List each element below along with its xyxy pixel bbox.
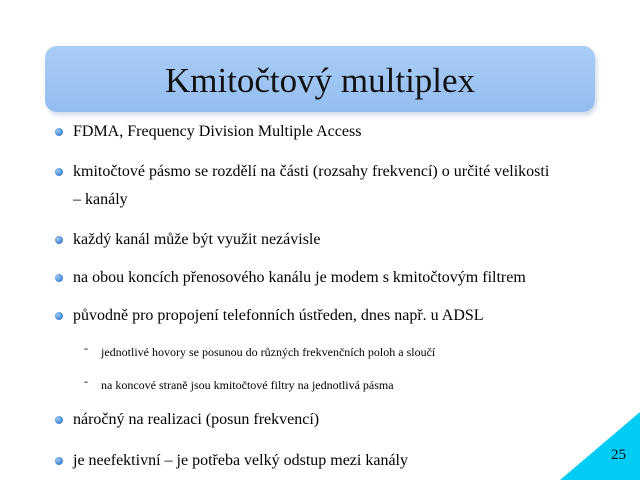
slide-title: Kmitočtový multiplex — [164, 60, 476, 100]
sub-bullet-text: na koncové straně jsou kmitočtové filtry na jednotlivá pásma — [101, 378, 394, 392]
bullet-icon — [55, 274, 63, 282]
corner-decoration — [560, 412, 640, 480]
bullet-text: původně pro propojení telefonních ústředen, dnes např. u ADSL — [73, 307, 484, 324]
bullet-icon — [55, 128, 63, 136]
sub-bullet-text: jednotlivé hovory se posunou do různých frekvenčních poloh a sloučí — [101, 345, 436, 359]
list-item — [55, 226, 553, 254]
bullet-text: je neefektivní – je potřeba velký odstup mezi kanály — [73, 452, 408, 469]
list-item — [55, 447, 553, 475]
bullet-icon — [55, 168, 63, 176]
list-item — [55, 158, 553, 214]
list-item — [55, 406, 553, 434]
list-item — [55, 302, 553, 330]
bullet-text: náročný na realizaci (posun frekvencí) — [73, 411, 320, 428]
bullet-icon — [55, 457, 63, 465]
sub-list-item — [84, 342, 435, 362]
bullet-icon — [55, 312, 63, 320]
list-item — [55, 264, 613, 292]
page-number: 25 — [611, 447, 626, 463]
sub-list-item — [84, 375, 394, 395]
dash-icon: - — [84, 341, 88, 355]
bullet-text: kmitočtové pásmo se rozdělí na části (rozsahy frekvencí) o určité velikosti – kanály — [73, 163, 550, 208]
bullet-text: každý kanál může být využit nezávisle — [73, 231, 321, 248]
bullet-text: FDMA, Frequency Division Multiple Access — [73, 123, 362, 140]
list-item — [55, 118, 553, 146]
bullet-icon — [55, 236, 63, 244]
bullet-icon — [55, 416, 63, 424]
bullet-text: na obou koncích přenosového kanálu je modem s kmitočtovým filtrem — [73, 269, 526, 286]
dash-icon: - — [84, 374, 88, 388]
